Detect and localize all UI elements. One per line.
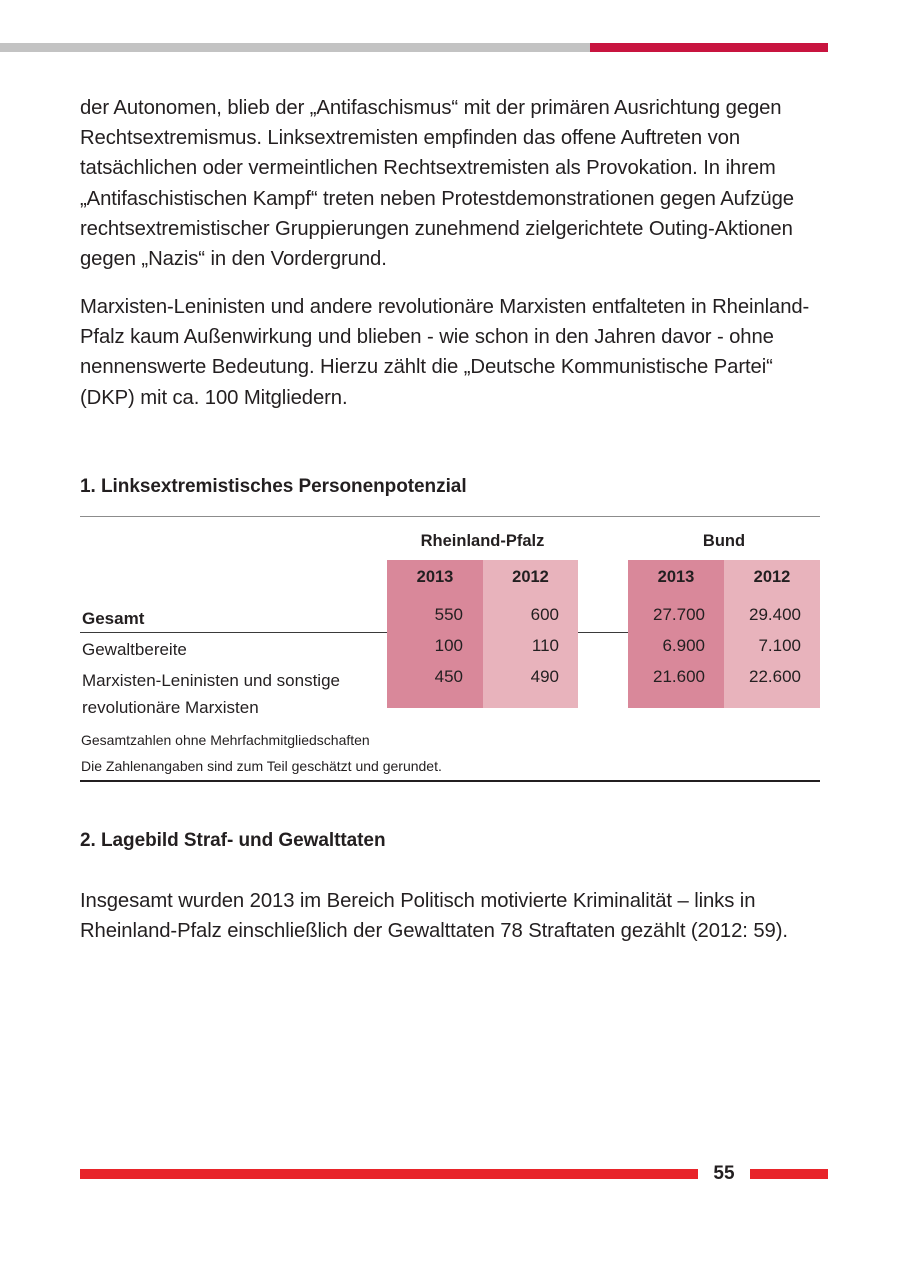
column-group-header-bund: Bund [702,532,746,550]
page-number: 55 [713,1163,735,1184]
header-rule-gray-segment [0,43,590,52]
column-group-header-rheinland-pfalz: Rheinland-Pfalz [420,532,545,550]
table-cell-gesamt-rlp-2012: 600 [530,605,559,624]
column-header-bund-2013: 2013 [657,568,695,586]
table-cell-gesamt-bund-2012: 29.400 [749,605,801,624]
table-cell-marxisten-rlp-2012: 490 [530,667,559,686]
table-personenpotenzial [80,516,820,781]
table-row-label-marxisten-leninisten: Marxisten-Leninisten und sonstige revolutionäre Marxisten [82,671,340,717]
footer-rule-long [80,1169,698,1179]
footer-rule-short [750,1169,828,1179]
table-footnote-geschaetzt-gerundet: Die Zahlenangaben sind zum Teil geschätzt und gerundet. [81,758,442,774]
page-footer [0,1163,900,1185]
table-cell-marxisten-rlp-2013: 450 [434,667,463,686]
table-row-label-gewaltbereite: Gewaltbereite [82,640,187,659]
column-header-bund-2012: 2012 [753,568,791,586]
column-header-rlp-2013: 2013 [416,568,454,586]
paragraph-autonome-antifaschismus: der Autonomen, blieb der „Antifaschismus“ mit der primären Ausrichtung gegen Rechtsextremismus. Linksextremisten empfinden das offene Auftreten von tatsächlichen oder vermeintlichen Rechtsextremisten als Provokation. In ihrem „Antifaschistischen Kampf“ treten neben Protestdemonstrationen gegen Aufzüge rechtsextremistischer Gruppierungen zunehmend zielgerichtete Outing-Aktionen gegen „Nazis“ in den Vordergrund. [80,97,794,271]
table-bottom-rule [80,780,820,782]
header-rule-crimson-segment [590,43,828,52]
section-heading-personenpotenzial: 1. Linksextremistisches Personenpotenzial [80,476,467,497]
table-row-label-gesamt: Gesamt [82,609,145,628]
header-rule-spacer [828,43,900,52]
table-cell-gewaltbereite-bund-2013: 6.900 [662,636,705,655]
table-cell-gewaltbereite-bund-2012: 7.100 [758,636,801,655]
paragraph-straftaten-statistik: Insgesamt wurden 2013 im Bereich Politisch motivierte Kriminalität – links in Rheinland-Pfalz einschließlich der Gewalttaten 78 Straftaten gezählt (2012: 59). [80,890,788,943]
table-cell-gesamt-rlp-2013: 550 [434,605,463,624]
table-top-rule [80,516,820,517]
table-cell-gesamt-bund-2013: 27.700 [653,605,705,624]
section-heading-lagebild: 2. Lagebild Straf- und Gewalttaten [80,830,386,851]
table-cell-marxisten-bund-2013: 21.600 [653,667,705,686]
page-header-rule [0,43,900,52]
column-header-rlp-2012: 2012 [512,568,549,586]
table-cell-marxisten-bund-2012: 22.600 [749,667,801,686]
table-footnote-mehrfachmitgliedschaften: Gesamtzahlen ohne Mehrfachmitgliedschaften [81,732,370,748]
table-cell-gewaltbereite-rlp-2012: 110 [531,636,559,655]
table-cell-gewaltbereite-rlp-2013: 100 [434,636,463,655]
paragraph-marxisten-leninisten: Marxisten-Leninisten und andere revolutionäre Marxisten entfalteten in Rheinland-Pfalz kaum Außenwirkung und blieben - wie schon in den Jahren davor - ohne nennenswerte Bedeutung. Hierzu zählt die „Deutsche Kommunistische Partei“ (DKP) mit ca. 100 Mitgliedern. [80,296,810,409]
